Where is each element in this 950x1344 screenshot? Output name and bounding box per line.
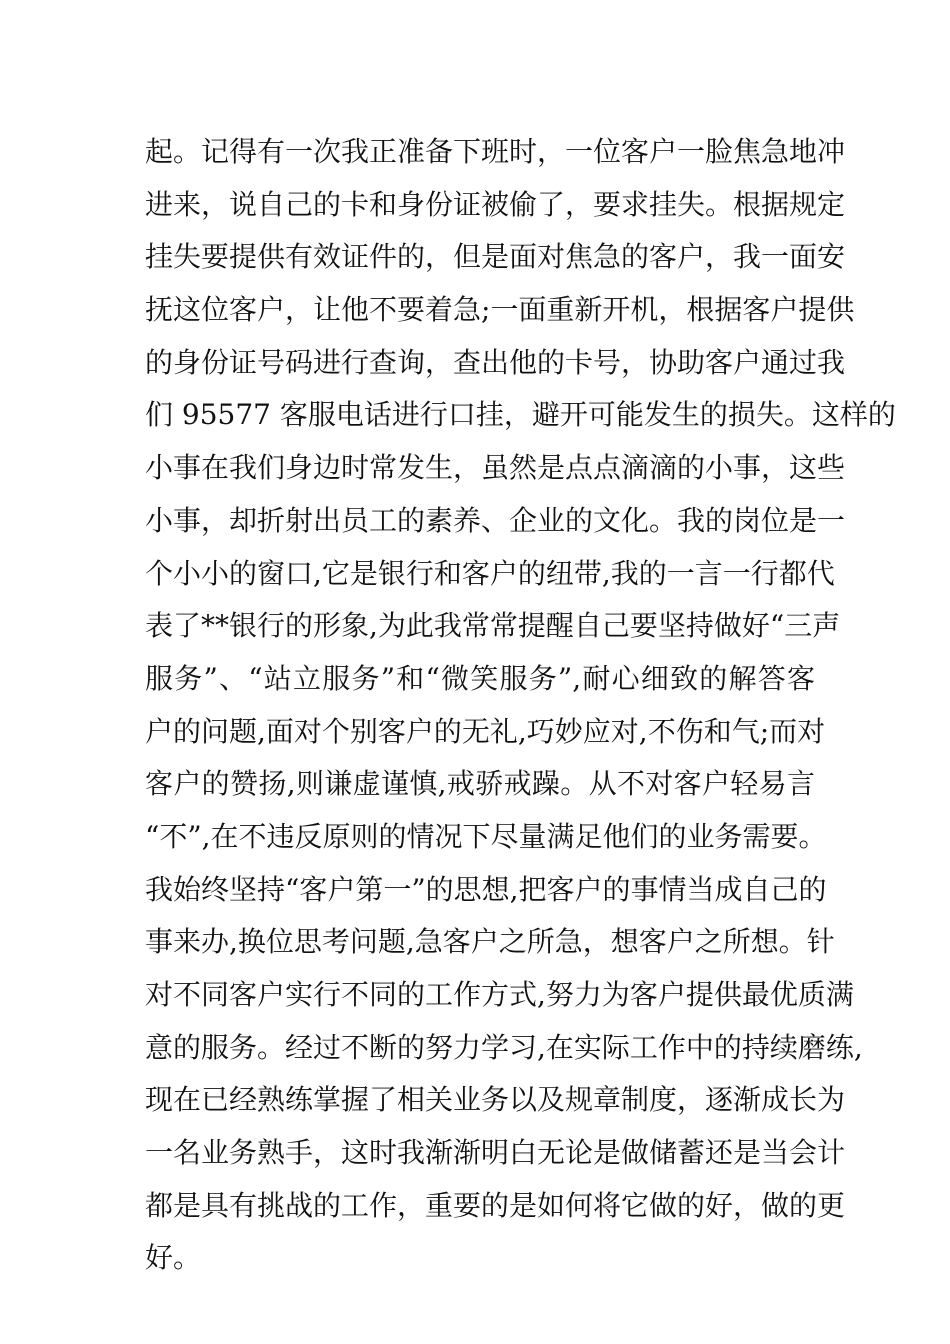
text-line-20: 一名业务熟手，这时我渐渐明白无论是做储蓄还是当会计	[145, 1136, 846, 1170]
text-line-2: 进来，说自己的卡和身份证被偷了，要求挂失。根据规定	[145, 187, 846, 221]
text-line-8: 小事，却折射出员工的素养、企业的文化。我的岗位是一	[145, 503, 846, 537]
text-line-15: 我始终坚持“客户第一”的思想,把客户的事情当成自己的	[145, 872, 827, 906]
text-line-21: 都是具有挑战的工作，重要的是如何将它做的好，做的更	[145, 1188, 846, 1222]
text-line-3: 挂失要提供有效证件的，但是面对焦急的客户，我一面安	[145, 240, 846, 274]
text-line-19: 现在已经熟练掌握了相关业务以及规章制度，逐渐成长为	[145, 1083, 846, 1117]
text-line-12: 户的问题,面对个别客户的无礼,巧妙应对,不伤和气;而对	[145, 714, 826, 748]
text-line-18: 意的服务。经过不断的努力学习,在实际工作中的持续磨练,	[145, 1030, 863, 1064]
text-line-16: 事来办,换位思考问题,急客户之所急，想客户之所想。针	[145, 925, 835, 959]
text-line-6: 们 95577 客服电话进行口挂，避开可能发生的损失。这样的	[145, 398, 896, 432]
text-line-10: 表了**银行的形象,为此我常常提醒自己要坚持做好“三声	[145, 609, 841, 643]
text-line-11: 服务”、“站立服务”和“微笑服务”,耐心细致的解答客	[145, 661, 815, 695]
text-line-22: 好。	[145, 1241, 202, 1275]
text-line-1: 起。记得有一次我正准备下班时，一位客户一脸焦急地冲	[145, 135, 846, 168]
text-line-4: 抚这位客户，让他不要着急;一面重新开机，根据客户提供	[145, 293, 855, 327]
text-line-17: 对不同客户实行不同的工作方式,努力为客户提供最优质满	[145, 978, 854, 1011]
text-line-9: 个小小的窗口,它是银行和客户的纽带,我的一言一行都代	[145, 556, 835, 590]
text-line-13: 客户的赞扬,则谦虚谨慎,戒骄戒躁。从不对客户轻易言	[145, 767, 815, 801]
text-line-14: “不”,在不违反原则的情况下尽量满足他们的业务需要。	[145, 819, 827, 853]
text-line-5: 的身份证号码进行查询，查出他的卡号，协助客户通过我	[145, 345, 846, 379]
text-line-7: 小事在我们身边时常发生，虽然是点点滴滴的小事，这些	[145, 451, 846, 485]
body-text	[145, 126, 896, 1285]
